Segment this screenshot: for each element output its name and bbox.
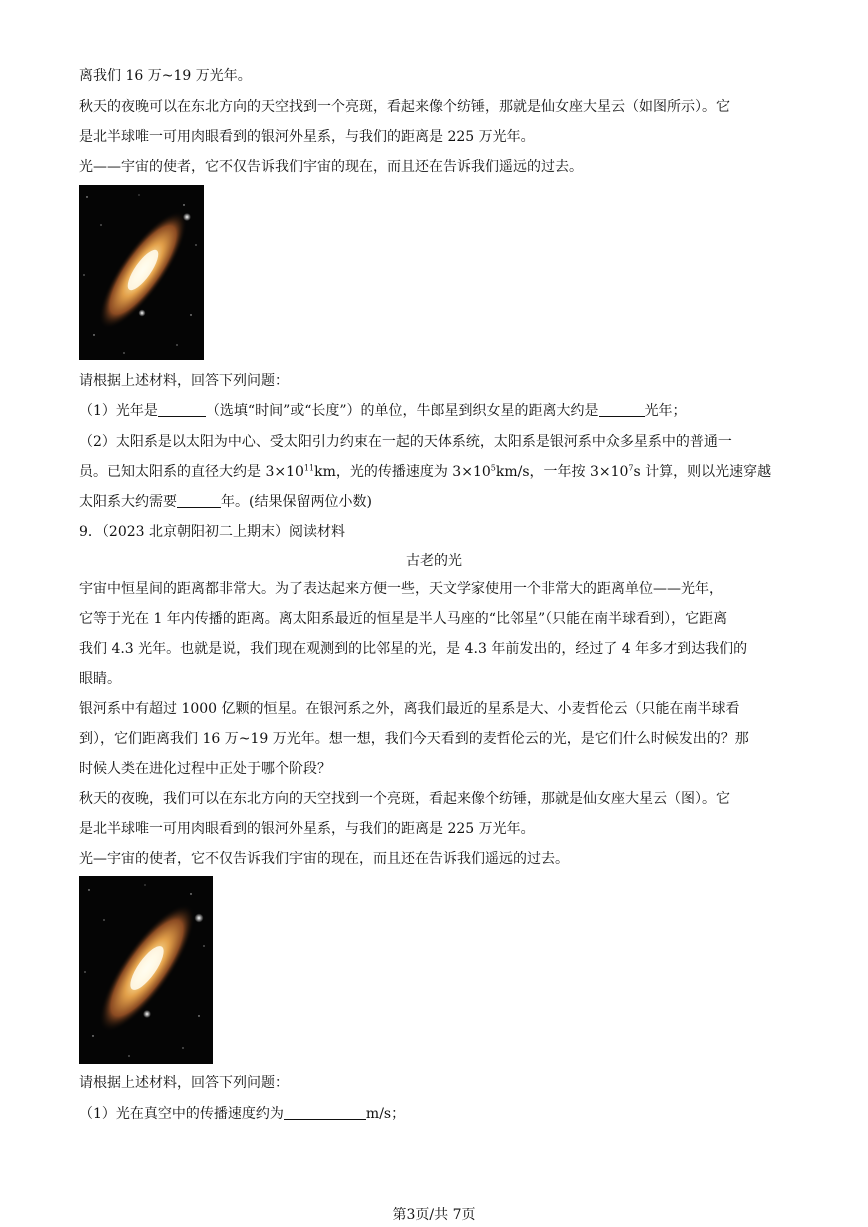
- text-line: 它等于光在 1 年内传播的距离。离太阳系最近的恒星是半人马座的“比邻星”（只能在南半球看到），它距离: [79, 611, 728, 627]
- exponent: 5: [490, 463, 496, 473]
- exponent: 7: [628, 463, 634, 473]
- text-line: 请根据上述材料，回答下列问题：: [79, 1075, 289, 1091]
- text-line: 秋天的夜晚可以在东北方向的天空找到一个亮斑，看起来像个纺锤，那就是仙女座大星云（如图所示）。它: [79, 99, 730, 115]
- question-text: 光年；: [644, 403, 687, 419]
- andromeda-galaxy-image: [79, 876, 213, 1064]
- question-text: （1）光年是: [79, 403, 158, 419]
- question-text: km，光的传播速度为 3×10: [314, 464, 491, 480]
- text-line: 是北半球唯一可用肉眼看到的银河外星系，与我们的距离是 225 万光年。: [79, 821, 535, 837]
- question-text: （选填“时间”或“长度”）的单位，牛郎星到织女星的距离大约是: [205, 403, 599, 419]
- answer-blank[interactable]: [599, 402, 645, 417]
- answer-blank[interactable]: [284, 1105, 366, 1120]
- question-text: m/s；: [365, 1106, 406, 1122]
- question-text: （1）光在真空中的传播速度约为: [79, 1106, 284, 1122]
- article-title: 古老的光: [406, 553, 462, 569]
- question-1: [79, 401, 687, 421]
- question-text: 员。已知太阳系的直径大约是 3×10: [79, 464, 304, 480]
- text-line: 时候人类在进化过程中正处于哪个阶段？: [79, 761, 331, 777]
- question-header: 9．（2023 北京朝阳初二上期末）阅读材料: [79, 524, 345, 540]
- text-line: （2）太阳系是以太阳为中心、受太阳引力约束在一起的天体系统，太阳系是银河系中众多星系中的普通一: [79, 434, 732, 450]
- question-text: km/s，一年按 3×10: [495, 464, 629, 480]
- answer-blank[interactable]: [158, 402, 206, 417]
- text-line: 请根据上述材料，回答下列问题：: [79, 373, 289, 389]
- question-text: 太阳系大约需要: [79, 494, 177, 510]
- text-line: 光——宇宙的使者，它不仅告诉我们宇宙的现在，而且还在告诉我们遥远的过去。: [79, 159, 583, 175]
- page-number: 第3页/共 7页: [392, 1207, 476, 1223]
- question-text: 年。(结果保留两位小数): [221, 494, 372, 510]
- question-2-line: [79, 462, 771, 482]
- answer-blank[interactable]: [177, 493, 221, 508]
- question-2-line: [79, 492, 372, 512]
- text-line: 银河系中有超过 1000 亿颗的恒星。在银河系之外，离我们最近的星系是大、小麦哲伦云（只能在南半球看: [79, 701, 740, 717]
- text-line: 我们 4.3 光年。也就是说，我们现在观测到的比邻星的光，是 4.3 年前发出的，经过了 4 年多才到达我们的: [79, 641, 748, 657]
- exponent: 11: [303, 463, 315, 473]
- text-line: 是北半球唯一可用肉眼看到的银河外星系，与我们的距离是 225 万光年。: [79, 129, 535, 145]
- text-line: 离我们 16 万~19 万光年。: [79, 68, 252, 84]
- text-line: 到），它们距离我们 16 万~19 万光年。想一想，我们今天看到的麦哲伦云的光，是它们什么时候发出的？那: [79, 731, 749, 747]
- text-line: 宇宙中恒星间的距离都非常大。为了表达起来方便一些，天文学家使用一个非常大的距离单位——光年，: [79, 581, 723, 597]
- text-line: 眼睛。: [79, 671, 121, 687]
- question-text: s 计算，则以光速穿越: [633, 464, 772, 480]
- text-line: 秋天的夜晚，我们可以在东北方向的天空找到一个亮斑，看起来像个纺锤，那就是仙女座大星云（图）。它: [79, 791, 730, 807]
- andromeda-galaxy-image: [79, 185, 204, 360]
- question-1: [79, 1104, 405, 1124]
- text-line: 光—宇宙的使者，它不仅告诉我们宇宙的现在，而且还在告诉我们遥远的过去。: [79, 851, 569, 867]
